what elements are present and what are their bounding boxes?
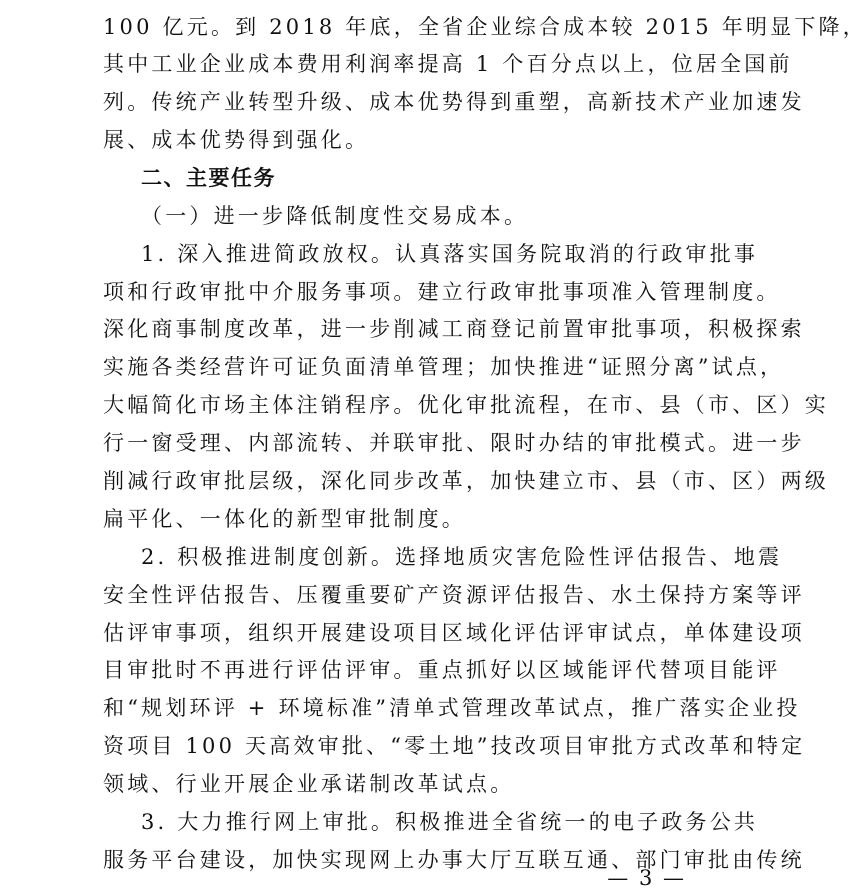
text-line-13: 削减行政审批层级，深化同步改革，加快建立市、县（市、区）两级 (103, 469, 829, 493)
text-line-15: 2. 积极推进制度创新。选择地质灾害危险性评估报告、地震 (141, 545, 783, 569)
text-line-4: 展、成本优势得到强化。 (103, 128, 370, 152)
subsection-heading: （一）进一步降低制度性交易成本。 (141, 204, 529, 228)
text-line-23: 服务平台建设，加快实现网上办事大厅互联互通、部门审批由传统 (103, 848, 805, 872)
text-line-10: 实施各类经营许可证负面清单管理；加快推进“证照分离”试点， (103, 355, 785, 379)
text-line-16: 安全性评估报告、压覆重要矿产资源评估报告、水土保持方案等评 (103, 583, 805, 607)
text-line-14: 扁平化、一体化的新型审批制度。 (103, 507, 466, 531)
text-line-19: 和“规划环评 + 环境标准”清单式管理改革试点，推广落实企业投 (103, 696, 801, 720)
text-line-20: 资项目 100 天高效审批、“零土地”技改项目审批方式改革和特定 (103, 734, 806, 758)
page-number: — 3 — (607, 866, 686, 890)
text-line-21: 领域、行业开展企业承诺制改革试点。 (103, 772, 515, 796)
text-line-8: 项和行政审批中介服务事项。建立行政审批事项准入管理制度。 (103, 280, 781, 304)
text-line-17: 估评审事项，组织开展建设项目区域化评估评审试点，单体建设项 (103, 621, 805, 645)
text-line-1: 100 亿元。到 2018 年底，全省企业综合成本较 2015 年明显下降， (103, 15, 867, 39)
text-line-12: 行一窗受理、内部流转、并联审批、限时办结的审批模式。进一步 (103, 431, 805, 455)
text-line-3: 列。传统产业转型升级、成本优势得到重塑，高新技术产业加速发 (103, 90, 805, 114)
text-line-9: 深化商事制度改革，进一步削减工商登记前置审批事项，积极探索 (103, 317, 805, 341)
text-line-11: 大幅简化市场主体注销程序。优化审批流程，在市、县（市、区）实 (103, 393, 829, 417)
text-line-2: 其中工业企业成本费用利润率提高 1 个百分点以上，位居全国前 (103, 52, 793, 76)
text-line-7: 1. 深入推进简政放权。认真落实国务院取消的行政审批事 (141, 242, 759, 266)
text-line-18: 目审批时不再进行评估评审。重点抓好以区域能评代替项目能评 (103, 658, 781, 682)
section-heading: 二、主要任务 (141, 166, 276, 190)
text-line-22: 3. 大力推行网上审批。积极推进全省统一的电子政务公共 (141, 810, 759, 834)
